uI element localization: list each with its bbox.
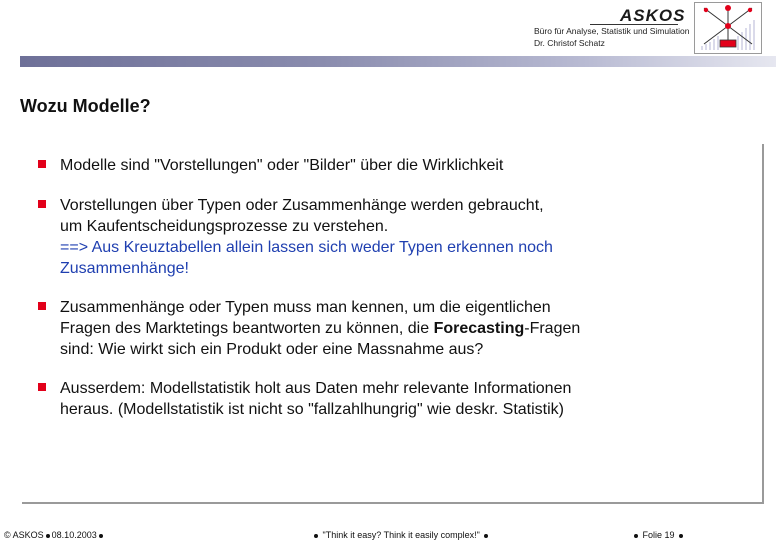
- footer-right: [632, 530, 685, 540]
- copyright-symbol: ©: [4, 530, 11, 540]
- footer-center: [312, 530, 490, 540]
- bullet-text: [60, 155, 503, 176]
- askos-logo: [530, 4, 690, 54]
- bullet-text: [60, 195, 553, 279]
- bullet-dot-icon: [99, 534, 103, 538]
- slide-number: Folie 19: [642, 530, 675, 540]
- bullet-line-highlight: Zusammenhänge!: [60, 260, 189, 277]
- bullet-line-highlight: ==> Aus Kreuztabellen allein lassen sich weder Typen erkennen noch: [60, 239, 553, 256]
- bullet-line: Zusammenhänge oder Typen muss man kennen, um die eigentlichen: [60, 299, 551, 316]
- bullet-marker: [38, 200, 46, 208]
- bullet-emphasis: Forecasting: [433, 320, 525, 337]
- footer-date: 08.10.2003: [51, 530, 97, 540]
- bullet-dot-icon: [679, 534, 683, 538]
- bullet-line: Ausserdem: Modellstatistik holt aus Daten mehr relevante Informationen: [60, 380, 572, 397]
- scales-chart-icon: [694, 2, 762, 54]
- bullet-line: sind: Wie wirkt sich ein Produkt oder eine Massnahme aus?: [60, 341, 484, 358]
- logo-author: Dr. Christof Schatz: [534, 38, 605, 48]
- bullet-dot-icon: [484, 534, 488, 538]
- footer-quote: "Think it easy? Think it easily complex!": [322, 530, 480, 540]
- bullet-dot-icon: [314, 534, 318, 538]
- footer-left: [4, 530, 105, 540]
- bullet-text: [60, 297, 580, 360]
- page-title: Wozu Modelle?: [20, 96, 151, 116]
- logo-wordmark: ASKOS: [620, 6, 686, 25]
- bullet-line: Modelle sind "Vorstellungen" oder "Bilder" über die Wirklichkeit: [60, 157, 504, 174]
- bullet-text: [60, 378, 571, 420]
- logo-subtitle: Büro für Analyse, Statistik und Simulation: [534, 26, 690, 36]
- footer-org: ASKOS: [12, 530, 44, 540]
- bullet-line: Vorstellungen über Typen oder Zusammenhänge werden gebraucht,: [60, 197, 544, 214]
- bullet-marker: [38, 160, 46, 168]
- bullet-line: [60, 318, 580, 339]
- bullet-marker: [38, 302, 46, 310]
- bullet-line: heraus. (Modellstatistik ist nicht so "fallzahlhungrig" wie deskr. Statistik): [60, 401, 565, 418]
- bullet-text-segment: -Fragen: [524, 320, 581, 337]
- bullet-dot-icon: [46, 534, 50, 538]
- bullet-marker: [38, 383, 46, 391]
- bullet-text-segment: Fragen des Marktetings beantworten zu können, die: [60, 320, 434, 337]
- bullet-line: um Kaufentscheidungsprozesse zu verstehen.: [60, 218, 389, 235]
- header-bar: [20, 56, 776, 67]
- bullet-dot-icon: [634, 534, 638, 538]
